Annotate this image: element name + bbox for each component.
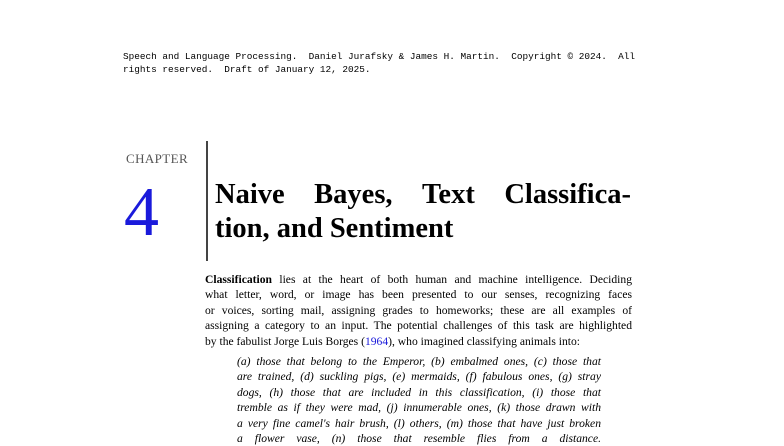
quote-line: tremble as if they were mad, (j) innumerable ones, (k) those drawn with	[237, 401, 601, 415]
quote-line: (a) those that belong to the Emperor, (b) embalmed ones, (c) those that	[237, 355, 601, 368]
title-word: Text	[422, 179, 475, 210]
intro-paragraph	[205, 272, 632, 349]
page-header	[123, 50, 643, 76]
title-line-2: tion, and Sentiment	[215, 213, 454, 244]
paragraph-line: by the fabulist Jorge Luis Borges (1964), who imagined classifying animals into:	[205, 334, 581, 348]
title-word: Bayes,	[314, 179, 393, 210]
title-line-1	[215, 178, 631, 212]
paragraph-line: Classification lies at the heart of both human and machine intelligence. Deciding	[205, 273, 632, 286]
quote-line: a flower vase, (n) those that resemble flies from a distance.	[237, 432, 601, 446]
paragraph-line: what letter, word, or image has been presented to our senses, recognizing faces	[205, 288, 632, 302]
paragraph-line: assigning a category to an input. The potential challenges of this task are highlighted	[205, 319, 632, 333]
paragraph-line: or voices, sorting mail, assigning grades to homeworks; these are all examples of	[205, 303, 632, 317]
chapter-divider	[206, 141, 208, 261]
header-line-2: rights reserved. Draft of January 12, 2025.	[123, 64, 371, 75]
chapter-title	[215, 178, 631, 246]
key-term: Classification	[205, 273, 272, 286]
citation-link[interactable]: 1964	[364, 334, 389, 348]
header-line-1: Speech and Language Processing. Daniel Jurafsky & James H. Martin. Copyright © 2024. All	[123, 51, 635, 62]
title-word: Naive	[215, 179, 285, 210]
quote-line: dogs, (h) those that are included in this classification, (i) those that	[237, 385, 601, 399]
borges-quote	[237, 354, 601, 446]
chapter-number: 4	[124, 174, 159, 251]
quote-line: a very fine camel's hair brush, (l) others, (m) those that have just broken	[237, 416, 601, 430]
quote-line: are trained, (d) suckling pigs, (e) mermaids, (f) fabulous ones, (g) stray	[237, 370, 601, 384]
title-word: Classifica-	[504, 179, 631, 210]
chapter-label: CHAPTER	[126, 151, 189, 166]
